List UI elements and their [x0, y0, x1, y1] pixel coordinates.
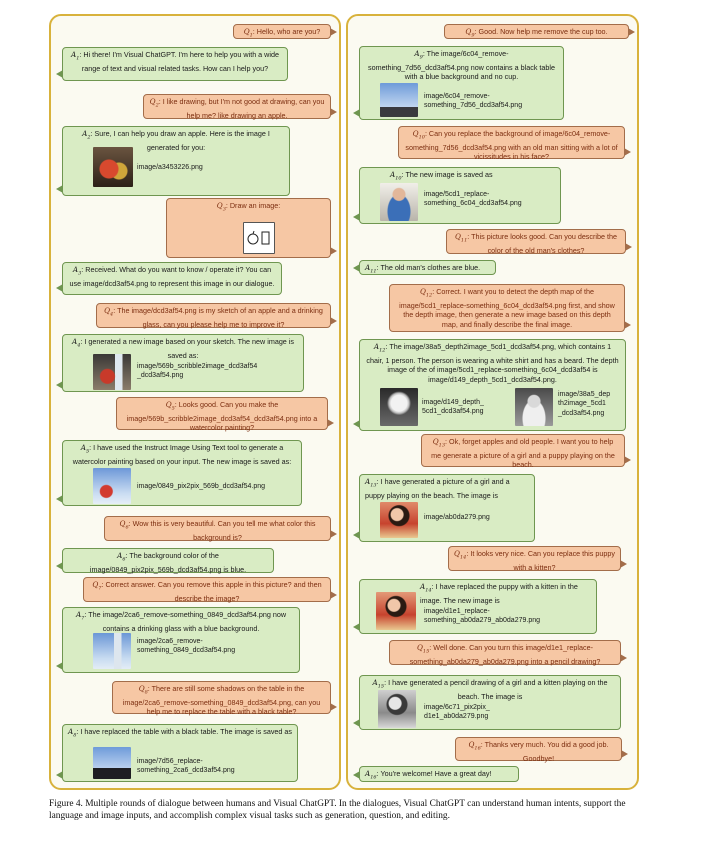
turn-label: $A_6$ [117, 551, 126, 563]
question-bubble: $Q_3$: Draw an image: [166, 198, 331, 258]
girl-puppy-image [380, 502, 418, 538]
question-bubble: $Q_{16}$: Thanks very much. You did a good job. Goodbye! [455, 737, 622, 761]
image-filename: image/a3453226.png [137, 164, 203, 171]
image-filename: image/0849_pix2pix_569b_dcd3af54.png [137, 483, 266, 490]
turn-label: $Q_8$ [138, 684, 148, 696]
table-no-cup-image [380, 83, 418, 117]
question-bubble: $Q_{12}$: Correct. I want you to detect the depth map of the image/5cd1_replace-something_6c04_dcd3af54.png first, and show the depth image, then generate a new image based on this depth map, and finally describe the final image. [389, 284, 625, 332]
question-bubble: $Q_6$: Wow this is very beautiful. Can you tell me what color this background is? [104, 516, 331, 541]
image-filename: image/6c04_remove-something_7d56_dcd3af54.png [424, 93, 523, 110]
answer-bubble: $A_{10}$: The new image is saved as [359, 167, 561, 224]
question-bubble: $Q_8$: There are still some shadows on the table in the image/2ca6_remove-something_0849_dcd3af54.png, can you help me to replace the table with a black table? [112, 681, 331, 714]
answer-bubble: $A_5$: I have used the Instruct Image Using Text tool to generate a watercolor painting based on your input. The new image is saved as: [62, 440, 302, 506]
answer-bubble: $A_3$: Received. What do you want to know / operate it? You can use image/dcd3af54.png to represent this image in our dialogue. [62, 262, 282, 295]
answer-bubble: $A_1$: Hi there! I'm Visual ChatGPT. I'm here to help you with a wide range of text and visual related tasks. How can I help you? [62, 47, 288, 81]
generated-apple-glass-image [93, 354, 131, 390]
answer-bubble: $A_{15}$: I have generated a pencil drawing of a girl and a kitten playing on the beach. The image is [359, 675, 621, 730]
turn-label: $A_9$ [414, 49, 423, 61]
turn-label: $A_{16}$ [365, 769, 377, 781]
answer-bubble: $A_{14}$: I have replaced the puppy with a kitten in the image. The new image is [359, 579, 597, 634]
turn-label: $Q_{14}$ [454, 549, 467, 561]
turn-label: $Q_5$ [165, 400, 175, 412]
question-bubble: $Q_{14}$: It looks very nice. Can you replace this puppy with a kitten? [448, 546, 621, 571]
pencil-drawing-image [378, 690, 416, 728]
image-filename: image/d1e1_replace-something_ab0da279_ab0da279.png [424, 608, 540, 625]
image-filename: image/6c71_pix2pix_ d1e1_ab0da279.png [424, 704, 490, 721]
answer-bubble: $A_2$: Sure, I can help you draw an apple. Here is the image I generated for you: [62, 126, 290, 196]
turn-label: $A_{13}$ [365, 477, 377, 489]
turn-label: $Q_4$ [104, 306, 114, 318]
answer-bubble: $A_6$: The background color of the image/0849_pix2pix_569b_dcd3af54.png is blue. [62, 548, 274, 573]
image-filename: image/38a5_dep th2image_5cd1 _dcd3af54.png [558, 391, 611, 417]
turn-label: $Q_2$ [149, 97, 159, 109]
question-bubble: $Q_{15}$: Well done. Can you turn this image/d1e1_replace-something_ab0da279_ab0da279.png into a pencil drawing? [389, 640, 621, 665]
turn-label: $A_{10}$ [390, 170, 402, 182]
question-bubble: $Q_1$: Hello, who are you? [233, 24, 331, 39]
answer-bubble: $A_4$: I generated a new image based on your sketch. The new image is saved as: [62, 334, 304, 392]
question-bubble: $Q_7$: Correct answer. Can you remove this apple in this picture? and then describe the image? [83, 577, 331, 602]
turn-label: $A_{15}$ [372, 678, 385, 690]
turn-label: $A_1$ [71, 50, 80, 62]
old-man-image [380, 183, 418, 221]
turn-label: $Q_1$ [243, 27, 253, 39]
image-filename: image/5cd1_replace-something_6c04_dcd3af54.png [424, 191, 522, 208]
image-filename: image/2ca6_remove-something_0849_dcd3af54.png [137, 638, 236, 655]
apple-image [93, 147, 133, 187]
question-bubble: $Q_{11}$: This picture looks good. Can you describe the color of the old man's clothes? [446, 229, 626, 254]
turn-label: $Q_{13}$ [432, 437, 446, 449]
question-bubble: $Q_{10}$: Can you replace the background of image/6c04_remove-something_7d56_dcd3af54.png with an old man sitting with a lot of vicissitudes in his face? [398, 126, 625, 159]
answer-bubble: $A_{11}$: The old man's clothes are blue. [359, 260, 496, 275]
turn-label: $A_{11}$ [365, 263, 377, 275]
turn-label: $Q_{11}$ [455, 232, 468, 244]
question-bubble: $Q_9$: Good. Now help me remove the cup too. [444, 24, 629, 39]
answer-bubble: $A_9$: The image/6c04_remove-something_7d56_dcd3af54.png now contains a black table with a blue background and no cup. [359, 46, 564, 120]
image-filename: image/7d56_replace-something_2ca6_dcd3af54.png [137, 758, 235, 775]
answer-bubble: $A_{16}$: You're welcome! Have a great day! [359, 766, 519, 782]
turn-label: $Q_{10}$ [412, 129, 425, 141]
turn-label: $A_3$ [72, 265, 82, 277]
turn-label: $Q_6$ [119, 519, 129, 531]
question-bubble: $Q_2$: I like drawing, but I'm not good at drawing, can you help me? like drawing an apple. [143, 94, 331, 119]
turn-label: $Q_{12}$ [419, 287, 433, 299]
figure-caption: Figure 4. Multiple rounds of dialogue between humans and Visual ChatGPT. In the dialogues, Visual ChatGPT can understand human intents, support the language and image inputs, and accomplish complex visual tasks such as generation, question, and editing. [49, 799, 626, 821]
question-bubble: $Q_4$: The image/dcd3af54.png is my sketch of an apple and a drinking glass, can you please help me to improve it? [96, 303, 331, 328]
turn-label: $A_2$ [82, 129, 91, 141]
black-table-image [93, 747, 131, 779]
turn-label: $Q_{15}$ [417, 643, 430, 655]
image-filename: image/ab0da279.png [424, 514, 490, 521]
turn-label: $A_8$ [68, 727, 77, 739]
question-bubble: $Q_{13}$: Ok, forget apples and old people. I want you to help me generate a picture of a girl and a puppy playing on the beach. [421, 434, 625, 467]
turn-label: $Q_9$ [465, 27, 475, 39]
watercolor-image [93, 468, 131, 504]
turn-label: $A_{14}$ [420, 582, 432, 594]
depth2image-image [515, 388, 553, 426]
sketch-apple-glass-icon [244, 223, 274, 253]
turn-label: $A_{12}$ [373, 342, 386, 354]
answer-bubble: $A_8$: I have replaced the table with a black table. The image is saved as [62, 724, 298, 782]
answer-bubble: $A_{13}$: I have generated a picture of a girl and a puppy playing on the beach. The image is [359, 474, 535, 542]
answer-bubble: $A_7$: The image/2ca6_remove-something_0849_dcd3af54.png now contains a drinking glass with a blue background. [62, 607, 300, 673]
sketch-image [243, 222, 275, 254]
question-bubble: $Q_5$: Looks good. Can you make the image/569b_scribble2image_dcd3af54_dcd3af54.png into a watercolor painting? [116, 397, 328, 430]
turn-label: $A_4$ [71, 337, 81, 349]
answer-bubble: $A_{12}$: The image/38a5_depth2image_5cd1_dcd3af54.png, which contains 1 chair, 1 person. The person is wearing a white shirt and has a beard. The depth image of the of image/5cd1_replace-something_6c04_dcd3af54 is image/d149_depth_5cd1_dcd3af54.png. [359, 339, 626, 431]
turn-label: $Q_{16}$ [468, 740, 481, 752]
image-filename: image/d149_depth_ 5cd1_dcd3af54.png [422, 399, 484, 416]
turn-label: $A_5$ [80, 443, 90, 455]
turn-label: $A_7$ [75, 610, 85, 622]
depth-map-image [380, 388, 418, 426]
turn-label: $Q_7$ [92, 580, 102, 592]
image-filename: image/569b_scribble2image_dcd3af54 _dcd3af54.png [137, 363, 258, 380]
girl-kitten-image [376, 592, 416, 630]
turn-label: $Q_3$ [216, 201, 226, 213]
glass-blue-image [93, 633, 131, 669]
